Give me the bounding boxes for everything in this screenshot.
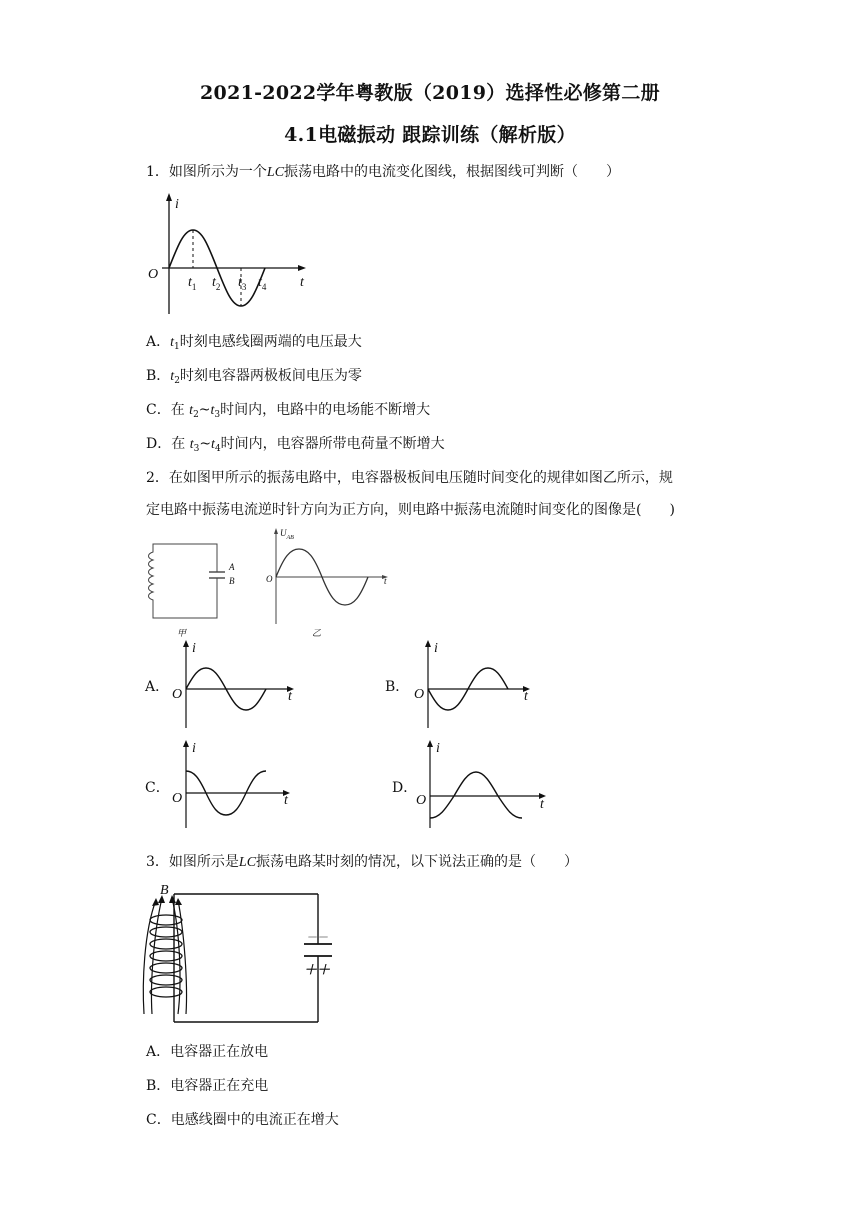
page-subtitle: 4.1电磁振动 跟踪训练（解析版） xyxy=(284,124,576,146)
q2-option-c-graph[interactable] xyxy=(170,738,300,830)
q2-a-y-label: i xyxy=(192,641,196,656)
q2-yi-y-label: $U_{AB}$ xyxy=(280,528,294,541)
q2-c-x-label: t xyxy=(284,793,288,808)
q2-a-origin: O xyxy=(172,687,183,702)
q1-option-b[interactable]: B．$t_2$时刻电容器两极板间电压为零 xyxy=(146,368,362,386)
q2-option-c-label[interactable]: C． xyxy=(145,780,170,796)
q2-yi-origin: O xyxy=(266,574,273,584)
q2-d-origin: O xyxy=(416,793,427,808)
q3-stem: 3．如图所示是LC振荡电路某时刻的情况，以下说法正确的是（ ） xyxy=(146,854,579,870)
q2-option-b-graph[interactable] xyxy=(412,638,542,730)
q1-tick-t3: $t_3$ xyxy=(238,275,247,292)
q2-b-x-label: t xyxy=(524,689,528,704)
q2-b-y-label: i xyxy=(434,641,438,656)
q1-option-c[interactable]: C．在 $t_2\sim t_3$时间内，电路中的电场能不断增大 xyxy=(146,402,431,420)
q3-option-c[interactable]: C．电感线圈中的电流正在增大 xyxy=(146,1112,339,1128)
q3-cap-positive: ＋＋ xyxy=(304,962,331,977)
q2-circuit-jia xyxy=(145,540,235,650)
q2-option-d-graph[interactable] xyxy=(414,738,554,830)
q1-tick-t1: $t_1$ xyxy=(188,275,197,292)
q2-plate-b: B xyxy=(229,576,235,586)
q1-tick-t4: $t_4$ xyxy=(258,275,267,292)
q1-option-d[interactable]: D．在 $t_3\sim t_4$时间内，电容器所带电荷量不断增大 xyxy=(146,436,445,454)
q2-d-x-label: t xyxy=(540,797,544,812)
q2-stem-line1: 2．在如图甲所示的振荡电路中，电容器极板间电压随时间变化的规律如图乙所示，规 xyxy=(146,470,673,486)
q2-d-y-label: i xyxy=(436,741,440,756)
q2-label-jia: 甲 xyxy=(177,628,187,638)
q3-option-a[interactable]: A．电容器正在放电 xyxy=(146,1044,269,1060)
q1-current-graph xyxy=(140,190,320,320)
q2-plate-a: A xyxy=(229,562,235,572)
q1-option-a[interactable]: A．$t_1$时刻电感线圈两端的电压最大 xyxy=(146,334,362,352)
q2-a-x-label: t xyxy=(288,689,292,704)
q2-label-yi: 乙 xyxy=(312,628,322,638)
q1-origin-label: O xyxy=(148,267,159,282)
q2-c-y-label: i xyxy=(192,741,196,756)
q2-b-origin: O xyxy=(414,687,425,702)
page-title: 2021-2022学年粤教版（2019）选择性必修第二册 xyxy=(200,82,660,104)
q3-option-b[interactable]: B．电容器正在充电 xyxy=(146,1078,269,1094)
q2-stem-line2: 定电路中振荡电流逆时针方向为正方向，则电路中振荡电流随时间变化的图像是( ) xyxy=(146,502,675,518)
q2-option-d-label[interactable]: D． xyxy=(392,780,418,796)
q2-option-b-label[interactable]: B． xyxy=(385,679,410,695)
q3-cap-negative: －－ xyxy=(306,932,328,944)
q2-voltage-graph-yi xyxy=(262,524,392,644)
q1-y-label: i xyxy=(175,197,179,212)
q1-stem: 1．如图所示为一个LC振荡电路中的电流变化图线，根据图线可判断（ ） xyxy=(146,164,621,180)
q2-yi-x-label: t xyxy=(384,576,387,586)
q2-c-origin: O xyxy=(172,791,183,806)
q3-field-label: B xyxy=(160,883,169,898)
q1-x-label: t xyxy=(300,275,304,290)
q2-option-a-label[interactable]: A． xyxy=(145,679,170,695)
q2-option-a-graph[interactable] xyxy=(170,638,300,730)
q1-tick-t2: $t_2$ xyxy=(212,275,221,292)
q3-lc-circuit xyxy=(140,882,340,1027)
